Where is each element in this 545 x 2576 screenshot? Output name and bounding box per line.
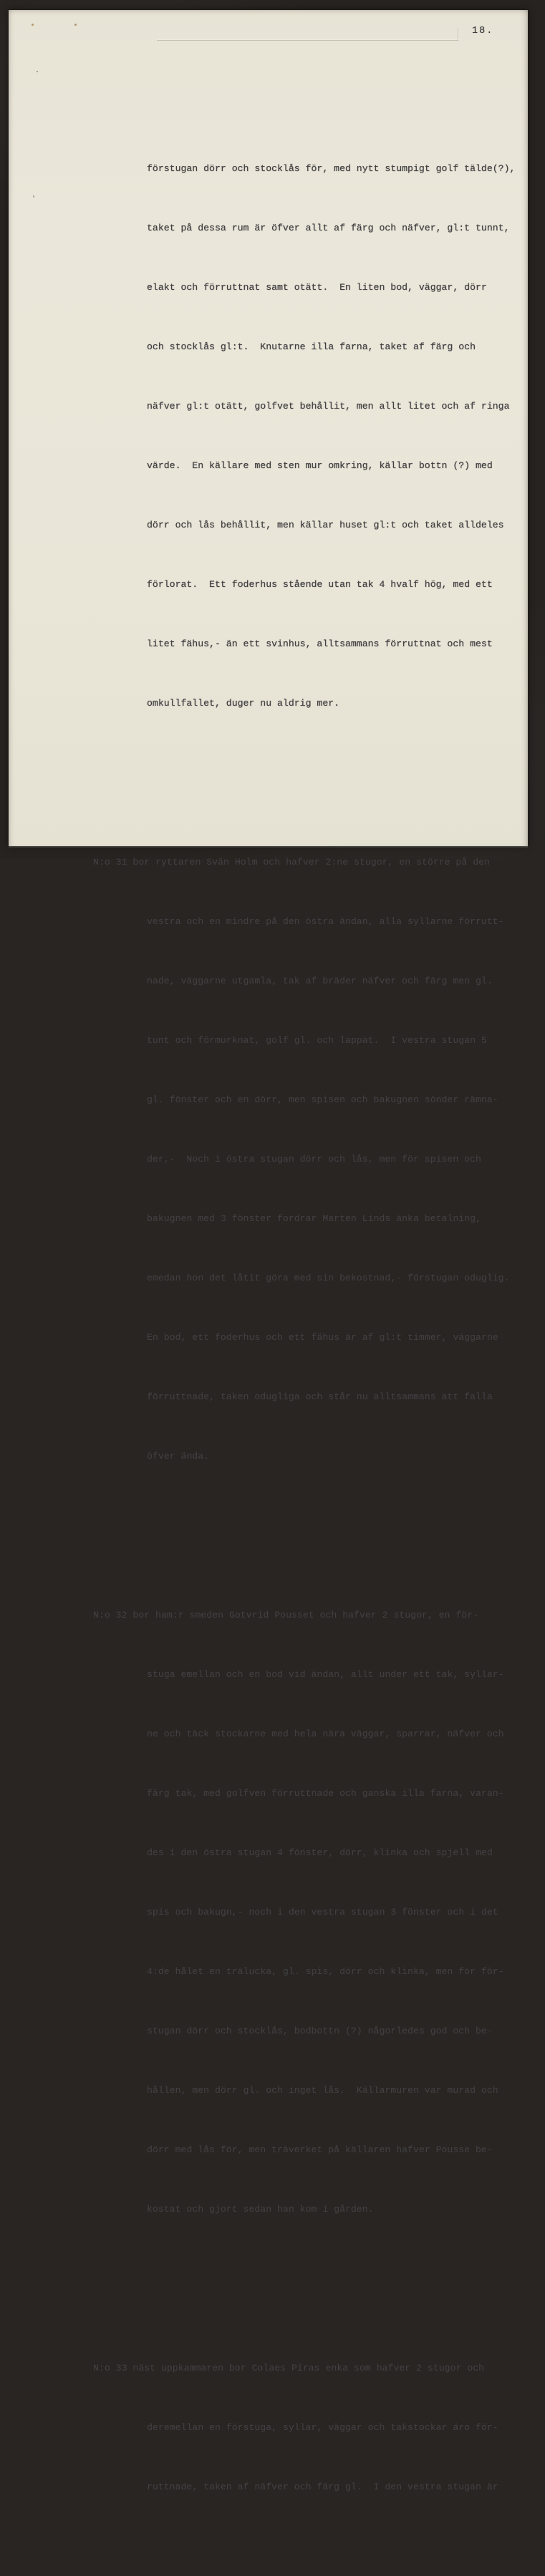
text-line: omkullfallet, duger nu aldrig mer. (147, 698, 340, 709)
text-line: deremellan en förstuga, syllar, väggar och takstockar äro för- (147, 2421, 498, 2433)
text-line: elakt och förruttnat samt otätt. En liten bod, väggar, dörr (147, 281, 487, 293)
text-line: dörr med lås för, men träverket på källaren hafver Pousse be- (147, 2144, 493, 2156)
paper-speck (33, 195, 34, 198)
typewritten-text (93, 79, 527, 2576)
text-line-first: bor ryttaren Svän Holm och hafver 2:ne stugor, en större på den (132, 856, 490, 867)
text-line: färg tak, med golfven förruttnade och ganska illa farna, varan- (147, 1787, 504, 1799)
page-number: 18. (472, 26, 494, 37)
paper-speck (74, 24, 77, 26)
text-line: vestra och en mindre på den östra ändan, alla syllarne förrutt- (147, 915, 504, 927)
text-line: stugan dörr och stocklås, bodbottn (?) någorledes god och be- (147, 2025, 493, 2036)
text-line: förruttnade, taken odugliga och står nu alltsammans att falla (147, 1391, 493, 1403)
text-line: des i den östra stugan 4 fönster, dörr, klinka och spjell med (147, 1847, 493, 1858)
text-line-first: näst uppkammaren bor Colaes Piras enka som hafver 2 stugor och (132, 2362, 485, 2373)
text-line: kostat och gjort sedan han kom i gården. (147, 2204, 374, 2215)
paragraph-no-32 (93, 1565, 527, 2259)
text-line: der,- Noch i östra stugan dörr och lås, men för spisen och (147, 1153, 481, 1165)
text-line: En bod, ett foderhus och ett fähus är af gl:t timmer, väggarne (147, 1332, 498, 1343)
text-line: och stocklås gl:t. Knutarne illa farna, taket af färg och (147, 341, 476, 352)
text-line: litet fähus,- än ett svinhus, alltsammans förruttnat och mest (147, 638, 493, 650)
text-line: ruttnade, taken af näfver och färg gl. I den vestra stugan är (147, 2481, 498, 2492)
paragraph-continuation (93, 119, 527, 753)
section-label: N:o 32 (93, 1609, 127, 1620)
text-line: förstugan dörr och stocklås för, med nytt stumpigt golf tälde(?), (147, 162, 516, 174)
paper-speck (32, 24, 34, 26)
text-line: tunt och förmurknat, golf gl. och lappat. I vestra stugan 5 (147, 1034, 487, 1046)
text-line: taket på dessa rum är öfver allt af färg och näfver, gl:t tunnt, (147, 222, 510, 233)
text-line: värde. En källare med sten mur omkring, källar bottn (?) med (147, 460, 493, 471)
text-line (93, 2358, 527, 2378)
text-line: spis och bakugn,- noch i den vestra stugan 3 fönster och i det (147, 1906, 498, 1918)
paragraph-no-33 (93, 2318, 527, 2537)
text-line (93, 852, 527, 873)
section-label: N:o 31 (93, 856, 127, 867)
text-line: stuga emellan och en bod vid ändan, allt under ett tak, syllar- (147, 1668, 504, 1680)
text-line (93, 1605, 527, 1625)
paragraph-no-31 (93, 812, 527, 1506)
text-line: 4:de hålet en trälucka, gl. spis, dörr och klinka, men för för- (147, 1965, 504, 1977)
text-line: bakugnen med 3 fönster fordrar Marten Linds änka betalning, (147, 1212, 481, 1224)
text-line: förlorat. Ett foderhus stående utan tak 4 hvalf hög, med ett (147, 579, 493, 590)
section-label: N:o 33 (93, 2362, 127, 2373)
text-line: ne och täck stockarne med hela nära väggar, sparrar, näfver och (147, 1728, 504, 1739)
text-line: näfver gl:t otätt, golfvet behållit, men allt litet och af ringa (147, 400, 510, 412)
text-line: emedan hon det låtit göra med sin bekostnad,- förstugan oduglig. (147, 1272, 510, 1283)
text-line: hållen, men dörr gl. och inget lås. Källarmuren var murad och (147, 2084, 498, 2096)
paper-speck (37, 71, 38, 72)
text-line: dörr och lås behållit, men källar huset gl:t och taket alldeles (147, 520, 504, 531)
crease-mark (157, 40, 458, 41)
text-line: öfver ända. (147, 1451, 210, 1462)
text-line: gl. fönster och en dörr, men spisen och bakugnen sönder rämna- (147, 1094, 498, 1105)
text-line-first: bor ham:r smeden Gotvrid Pousset och hafver 2 stugor, en för- (132, 1609, 479, 1620)
text-line: nade, väggarne utgamla, tak af bräder näfver och färg men gl. (147, 975, 493, 986)
